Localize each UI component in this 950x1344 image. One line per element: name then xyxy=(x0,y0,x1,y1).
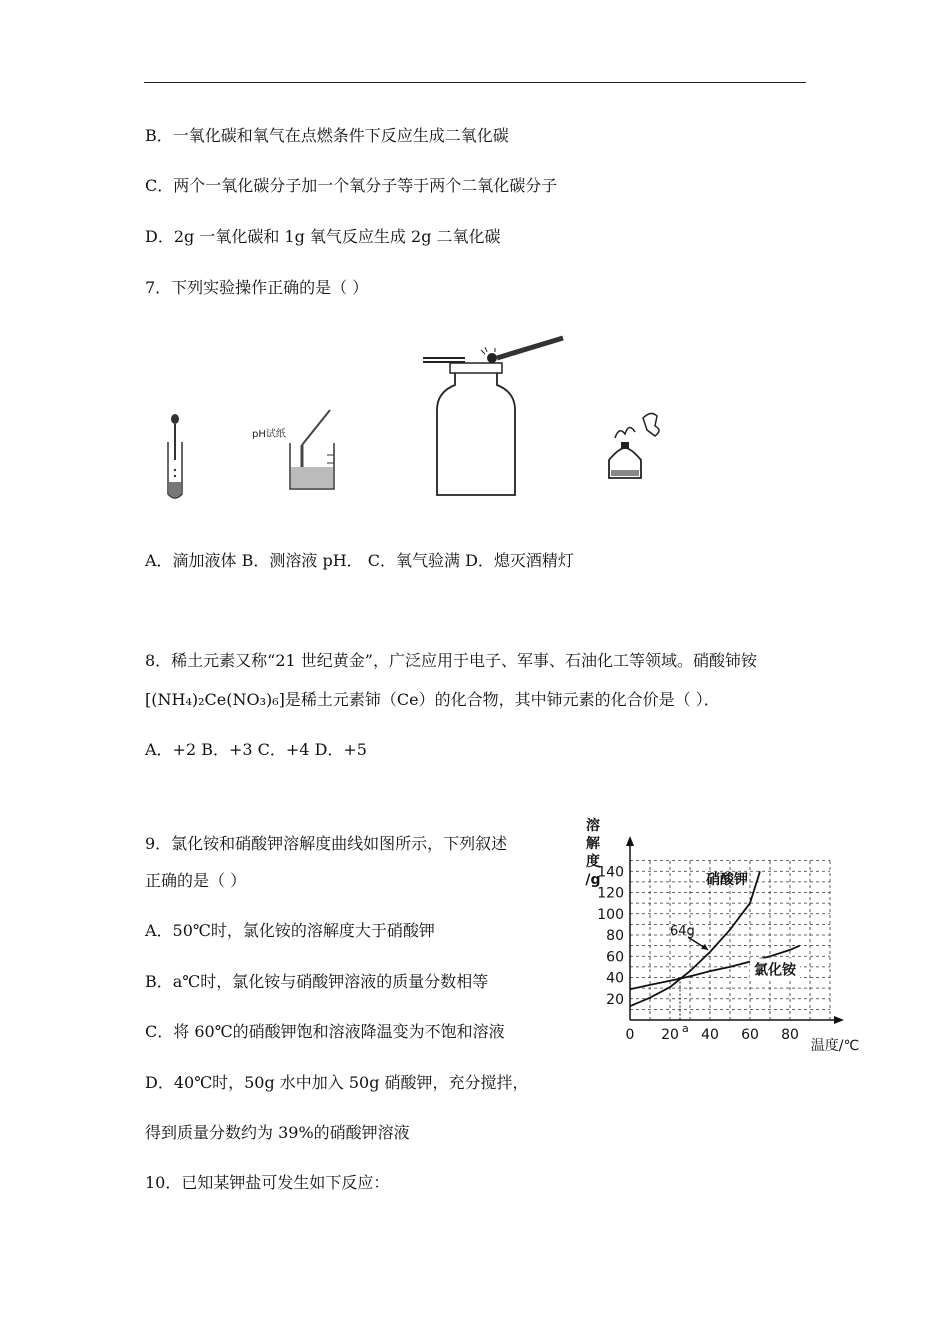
y-tick-label: 100 xyxy=(597,906,624,923)
y-tick-label: 80 xyxy=(606,928,624,944)
y-axis-arrow xyxy=(626,836,634,846)
x-axis-arrow xyxy=(834,1016,844,1024)
q7-options: A．滴加液体 B．测溶液 pH． C．氧气验满 D．熄灭酒精灯 xyxy=(145,551,574,570)
q9-option-c: C．将 60℃的硝酸钾饱和溶液降温变为不饱和溶液 xyxy=(145,1022,505,1041)
q8-options: A．+2 B．+3 C．+4 D．+5 xyxy=(145,740,367,759)
q9-stem-line1: 9．氯化铵和硝酸钾溶解度曲线如图所示，下列叙述 xyxy=(145,834,508,853)
series-line-kno3 xyxy=(630,871,760,1006)
q9-stem-line2: 正确的是（ ） xyxy=(145,871,247,890)
y-tick-label: 40 xyxy=(606,970,624,987)
series-label-kno3: 硝酸钾 xyxy=(706,872,748,888)
y-tick-label: 140 xyxy=(597,864,624,881)
q7-stem: 7．下列实验操作正确的是（ ） xyxy=(145,278,369,297)
x-tick-label: 60 xyxy=(741,1027,759,1043)
q6-option-c: C．两个一氧化碳分子加一个氧分子等于两个二氧化碳分子 xyxy=(145,176,558,195)
gas-bottle-figure xyxy=(415,330,575,505)
q6-option-d: D．2g 一氧化碳和 1g 氧气反应生成 2g 二氧化碳 xyxy=(145,227,501,246)
y-tick-label: 20 xyxy=(606,991,624,1008)
alcohol-lamp-figure xyxy=(595,408,675,483)
x-tick-label: 80 xyxy=(781,1027,799,1043)
q10-stem: 10．已知某钾盐可发生如下反应： xyxy=(145,1173,390,1192)
q9-option-b: B．a℃时，氯化铵与硝酸钾溶液的质量分数相等 xyxy=(145,972,489,991)
annotation-64g: 64g xyxy=(670,924,695,939)
solubility-chart-svg xyxy=(575,810,860,1054)
dropper-figure xyxy=(155,412,195,502)
solubility-chart xyxy=(575,810,860,1054)
ph-beaker-figure xyxy=(250,405,340,495)
x-tick-label: 20 xyxy=(661,1027,679,1043)
annotation-a: a xyxy=(682,1022,689,1035)
q6-option-b: B．一氧化碳和氧气在点燃条件下反应生成二氧化碳 xyxy=(145,126,509,145)
q8-stem-line2: [(NH₄)₂Ce(NO₃)₆]是稀土元素铈（Ce）的化合物，其中铈元素的化合价是（ ）． xyxy=(145,690,720,709)
header-rule xyxy=(144,82,806,83)
y-tick-label: 120 xyxy=(597,885,624,902)
x-axis-label: 温度/℃ xyxy=(810,1038,860,1054)
ph-paper-label: pH试纸 xyxy=(252,429,286,440)
x-tick-label: 0 xyxy=(625,1027,635,1043)
q9-option-a: A．50℃时，氯化铵的溶解度大于硝酸钾 xyxy=(145,921,435,940)
y-tick-label: 60 xyxy=(606,949,624,966)
q7-figures xyxy=(150,330,710,505)
y-axis-label-char: 溶 xyxy=(586,818,600,834)
q9-option-d-line2: 得到质量分数约为 39%的硝酸钾溶液 xyxy=(145,1123,410,1142)
y-axis-label-char: /g xyxy=(585,872,601,888)
y-axis-label-char: 度 xyxy=(586,854,600,870)
q8-stem-line1: 8．稀土元素又称“21 世纪黄金”，广泛应用于电子、军事、石油化工等领域。硝酸铈铵 xyxy=(145,651,757,670)
x-tick-label: 40 xyxy=(701,1027,719,1043)
q9-option-d-line1: D．40℃时，50g 水中加入 50g 硝酸钾，充分搅拌， xyxy=(145,1073,529,1092)
y-axis-label-char: 解 xyxy=(586,836,600,852)
series-label-nh4cl: 氯化铵 xyxy=(754,962,796,979)
